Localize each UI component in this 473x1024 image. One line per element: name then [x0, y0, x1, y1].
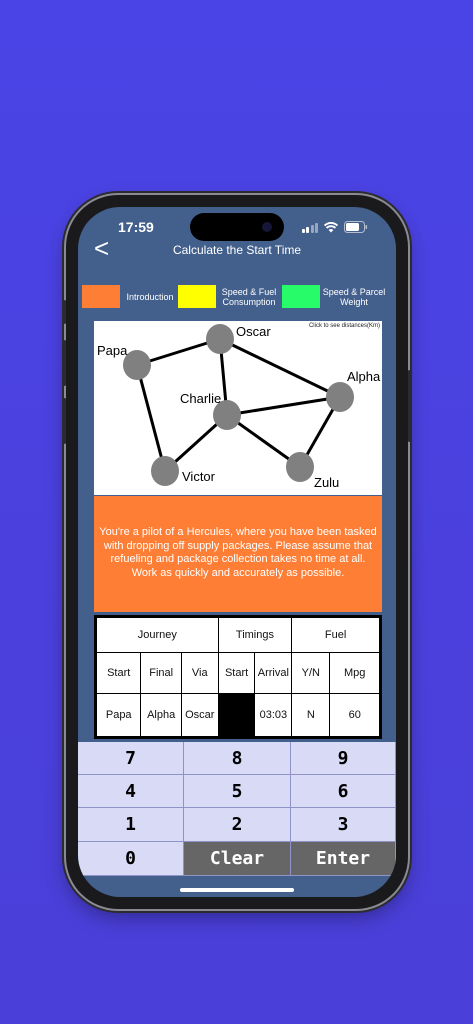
node-label-alpha: Alpha: [347, 369, 381, 384]
status-time: 17:59: [118, 219, 154, 235]
node-label-oscar: Oscar: [236, 324, 271, 339]
legend-swatch-speed-fuel[interactable]: [178, 285, 216, 308]
header-via: Via: [181, 652, 218, 693]
home-indicator[interactable]: [180, 888, 294, 892]
volume-down-button: [63, 398, 66, 444]
cell-final: Alpha: [141, 693, 181, 736]
power-button: [408, 370, 411, 442]
node-zulu: [286, 452, 314, 482]
clear-button[interactable]: Clear: [184, 842, 291, 876]
camera-icon: [262, 222, 272, 232]
node-victor: [151, 456, 179, 486]
key-9[interactable]: 9: [291, 742, 396, 775]
enter-button[interactable]: Enter: [291, 842, 396, 876]
header-start: Start: [97, 652, 141, 693]
route-charlie-alpha: [227, 397, 340, 415]
number-keypad: [78, 742, 396, 876]
key-8[interactable]: 8: [184, 742, 291, 775]
group-header-fuel: Fuel: [292, 618, 380, 653]
header-arrival: Arrival: [255, 652, 292, 693]
page-title: Calculate the Start Time: [172, 243, 302, 257]
key-5[interactable]: 5: [184, 775, 291, 808]
introduction-text: You're a pilot of a Hercules, where you have been tasked with dropping off supply packages. Please assume that refueling and package collection takes no time at all. Work as quickly and accurately as possible.: [99, 526, 377, 579]
node-label-zulu: Zulu: [314, 475, 340, 490]
route-map[interactable]: [94, 321, 382, 495]
node-label-victor: Victor: [182, 469, 215, 484]
key-3[interactable]: 3: [291, 808, 396, 842]
wifi-icon: [324, 222, 338, 233]
key-1[interactable]: 1: [78, 808, 184, 842]
node-alpha: [326, 382, 354, 412]
cell-start: Papa: [97, 693, 141, 736]
route-papa-victor: [137, 365, 165, 471]
header-yn: Y/N: [292, 652, 330, 693]
start-time-input-cell[interactable]: [218, 693, 255, 736]
header-mpg: Mpg: [330, 652, 380, 693]
group-header-journey: Journey: [97, 618, 219, 653]
legend-swatch-introduction[interactable]: [82, 285, 120, 308]
legend-label-speed-weight: Speed & Parcel Weight: [322, 287, 386, 307]
app-screen: [78, 207, 396, 897]
header-start-time: Start: [218, 652, 255, 693]
key-0[interactable]: 0: [78, 842, 184, 876]
legend-label-speed-fuel: Speed & Fuel Consumption: [221, 287, 277, 307]
cell-mpg: 60: [330, 693, 380, 736]
key-7[interactable]: 7: [78, 742, 184, 775]
key-4[interactable]: 4: [78, 775, 184, 808]
node-oscar: [206, 324, 234, 354]
battery-icon: [344, 221, 368, 233]
back-button[interactable]: <: [94, 233, 110, 263]
legend-swatch-speed-weight[interactable]: [282, 285, 320, 308]
cell-yn: N: [292, 693, 330, 736]
introduction-panel: [94, 496, 382, 612]
status-icons: [302, 221, 369, 233]
navigation-bar: [78, 235, 396, 265]
side-button: [63, 300, 66, 324]
route-oscar-alpha: [220, 339, 340, 397]
legend-label-introduction: Introduction: [126, 292, 174, 302]
cellular-signal-icon: [302, 222, 319, 233]
key-2[interactable]: 2: [184, 808, 291, 842]
volume-up-button: [63, 340, 66, 386]
key-6[interactable]: 6: [291, 775, 396, 808]
cell-via: Oscar: [181, 693, 218, 736]
cell-arrival: 03:03: [255, 693, 292, 736]
map-distance-hint[interactable]: Click to see distances(Km): [308, 323, 380, 329]
legend: [82, 285, 392, 311]
header-final: Final: [141, 652, 181, 693]
journey-table: [94, 615, 382, 739]
node-label-papa: Papa: [97, 343, 128, 358]
route-network-graph: [94, 321, 382, 495]
node-label-charlie: Charlie: [180, 391, 222, 406]
group-header-timings: Timings: [218, 618, 292, 653]
